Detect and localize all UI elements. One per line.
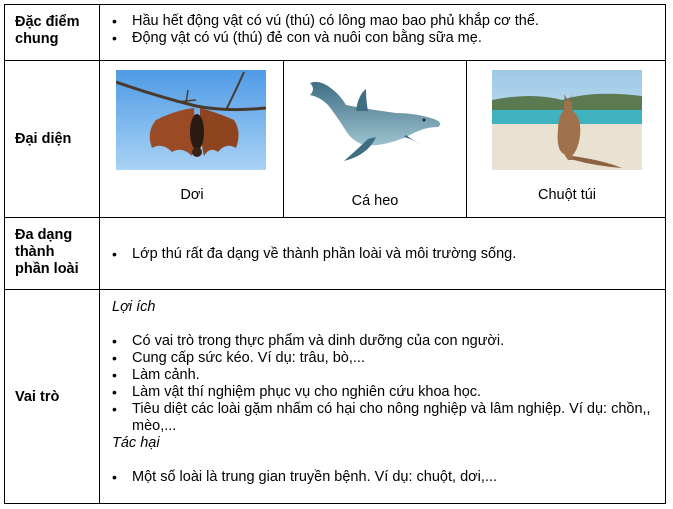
list-item: • Có vai trò trong thực phẩm và dinh dưỡng của con người.: [101, 333, 655, 350]
diversity-label: [5, 218, 100, 289]
dolphin-caption: Cá heo: [351, 193, 399, 209]
bat-caption: Dơi: [180, 187, 204, 203]
role-row: [5, 290, 665, 503]
general-row: [5, 5, 665, 61]
role-label-text: Vai trò: [15, 389, 60, 405]
general-content: [101, 5, 665, 60]
list-item: • Làm cảnh.: [101, 367, 655, 384]
benefit-list: [101, 333, 665, 435]
general-label: [5, 5, 100, 60]
dolphin-image: [306, 75, 446, 185]
dolphin-cell: [284, 61, 467, 217]
representative-label: [5, 61, 100, 217]
diversity-list: [101, 246, 665, 263]
bat-cell: [101, 61, 284, 217]
general-label-text: Đặc điểm chung: [15, 14, 80, 47]
list-item: • Hầu hết động vật có vú (thú) có lông mao bao phủ khắp cơ thể.: [101, 13, 665, 30]
diversity-row: [5, 218, 665, 290]
benefit-title: Lợi ích: [112, 299, 156, 315]
mammal-table: [4, 4, 666, 504]
general-list: [101, 13, 665, 47]
harm-title: Tác hại: [112, 435, 160, 451]
harm-list: [101, 469, 665, 486]
bat-image: [116, 70, 266, 170]
diversity-content: [101, 218, 665, 289]
list-item: • Làm vật thí nghiệm phục vụ cho nghiên cứu khoa học.: [101, 384, 655, 401]
kangaroo-image: [492, 70, 642, 170]
list-item: • Một số loài là trung gian truyền bệnh. Ví dụ: chuột, dơi,...: [101, 469, 665, 486]
list-item: • Động vật có vú (thú) đẻ con và nuôi con bằng sữa mẹ.: [101, 30, 665, 47]
representative-content: [101, 61, 665, 217]
role-label: [5, 290, 100, 503]
kangaroo-cell: [467, 61, 667, 217]
list-item: • Tiêu diệt các loài gặm nhấm có hại cho nông nghiệp và lâm nghiệp. Ví dụ: chồn,, mèo,...: [101, 401, 655, 435]
kangaroo-caption: Chuột túi: [537, 187, 597, 203]
list-item: • Lớp thú rất đa dạng về thành phần loài và môi trường sống.: [101, 246, 665, 263]
list-item: • Cung cấp sức kéo. Ví dụ: trâu, bò,...: [101, 350, 655, 367]
representative-row: [5, 61, 665, 218]
diversity-label-text: Đa dạng thành phần loài: [15, 227, 79, 277]
role-content: [101, 290, 665, 503]
representative-label-text: Đại diện: [15, 131, 72, 147]
